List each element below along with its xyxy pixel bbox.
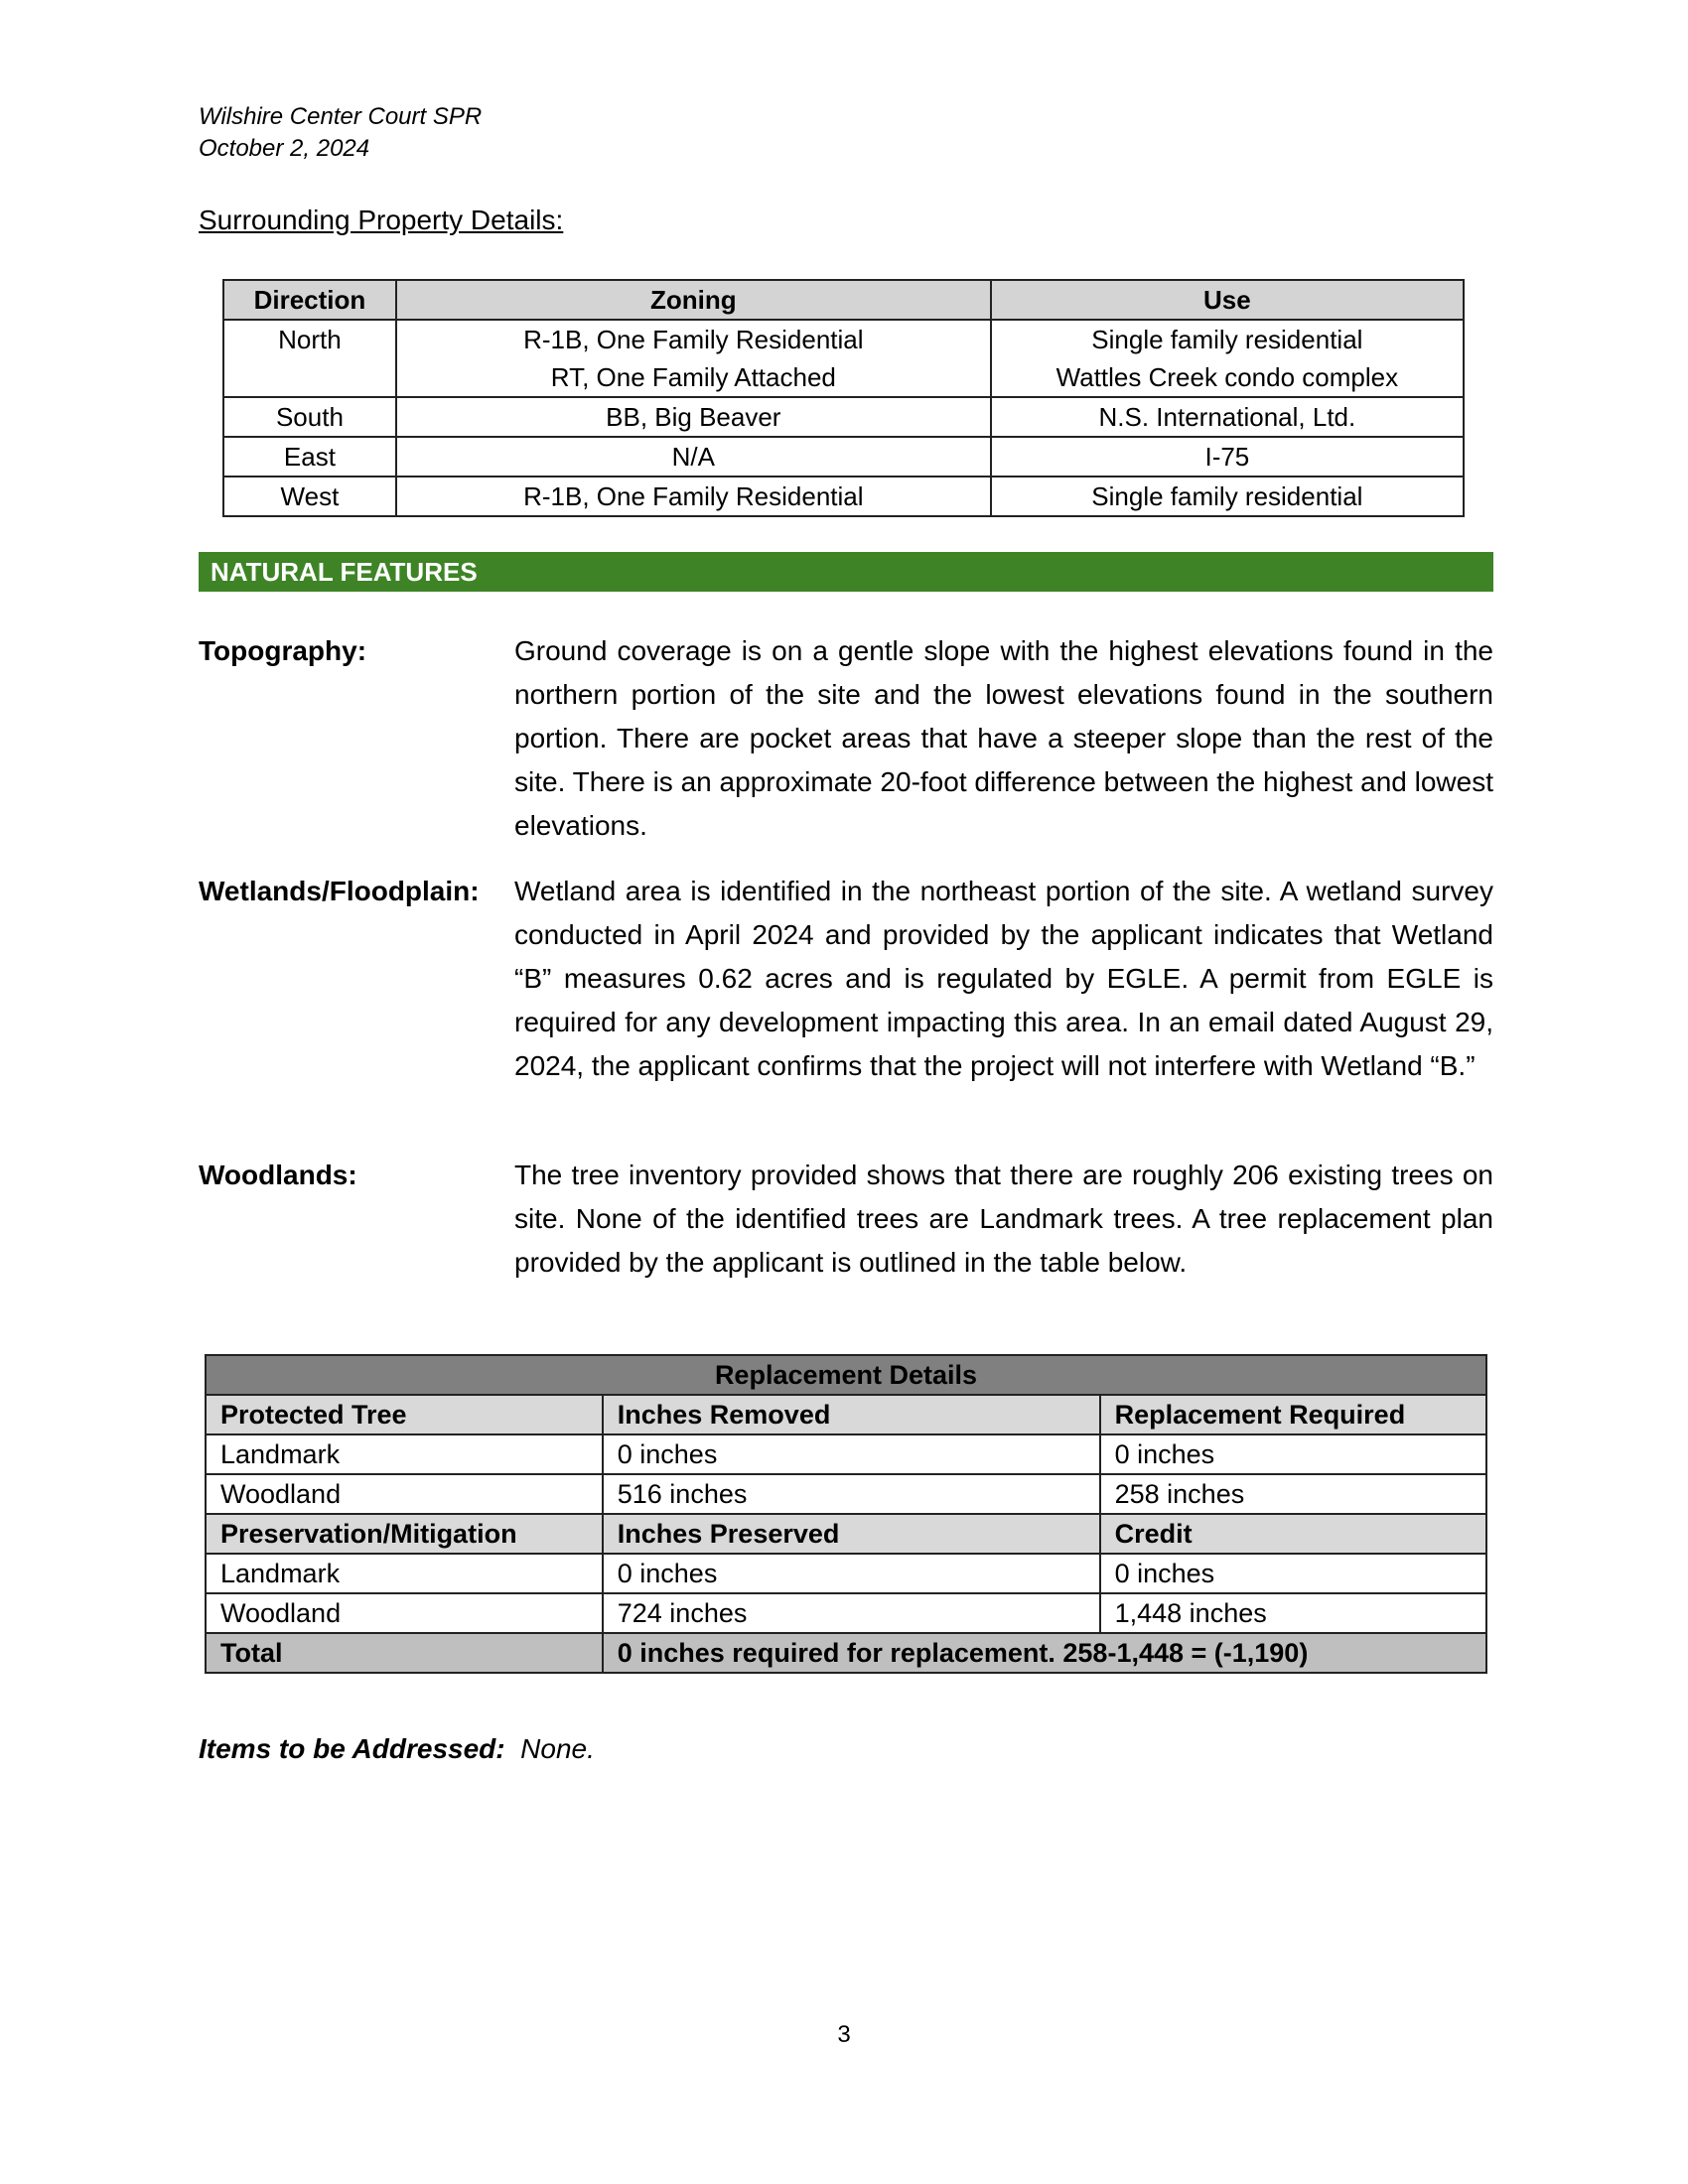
topography-text: Ground coverage is on a gentle slope with the highest elevations found in the northern portion of the site and the lowest elevations found in the southern portion. There are pocket areas that have a steeper slope than the rest of the site. There is an approximate 20-foot difference between the highest and lowest elevations. xyxy=(514,635,1493,841)
total-label: Total xyxy=(206,1633,603,1673)
use-line: Single family residential xyxy=(1091,325,1363,354)
table-row xyxy=(206,1434,1486,1474)
table-row xyxy=(223,397,1464,437)
table-cell: 724 inches xyxy=(603,1593,1100,1633)
replacement-table xyxy=(205,1354,1487,1674)
col-inches-preserved: Inches Preserved xyxy=(603,1514,1100,1554)
col-replacement-required: Replacement Required xyxy=(1100,1395,1486,1434)
table-cell: 0 inches xyxy=(603,1434,1100,1474)
col-preservation-mitigation: Preservation/Mitigation xyxy=(206,1514,603,1554)
table-cell: 0 inches xyxy=(1100,1434,1486,1474)
use-line: Wattles Creek condo complex xyxy=(1055,362,1399,392)
items-label: Items to be Addressed: xyxy=(199,1733,505,1764)
col-direction: Direction xyxy=(223,280,396,320)
zoning-cell: R-1B, One Family Residential xyxy=(396,477,991,516)
zoning-line: R-1B, One Family Residential xyxy=(523,325,864,354)
items-value: None. xyxy=(520,1733,595,1764)
zoning-cell: N/A xyxy=(396,437,991,477)
woodlands-text: The tree inventory provided shows that there are roughly 206 existing trees on site. None of the identified trees are Landmark trees. A tree replacement plan provided by the applicant is outlined in the table below. xyxy=(514,1160,1493,1278)
woodlands-label: Woodlands: xyxy=(199,1160,357,1190)
replacement-caption-row xyxy=(206,1355,1486,1395)
natural-features-heading: NATURAL FEATURES xyxy=(199,552,1493,592)
wetlands-text: Wetland area is identified in the northeast portion of the site. A wetland survey conducted in April 2024 and provided by the applicant indicates that Wetland “B” measures 0.62 acres and is regulated by EGLE. A permit from EGLE is required for any development impacting this area. In an email dated August 29, 2024, the applicant confirms that the project will not interfere with Wetland “B.” xyxy=(514,876,1493,1081)
table-row xyxy=(223,320,1464,397)
direction-cell: South xyxy=(223,397,396,437)
topography-label: Topography: xyxy=(199,635,367,666)
surrounding-header-row xyxy=(223,280,1464,320)
surrounding-table xyxy=(222,279,1465,517)
col-zoning: Zoning xyxy=(396,280,991,320)
table-cell: Landmark xyxy=(206,1434,603,1474)
total-row xyxy=(206,1633,1486,1673)
col-protected-tree: Protected Tree xyxy=(206,1395,603,1434)
col-use: Use xyxy=(991,280,1464,320)
table-cell: 0 inches xyxy=(603,1554,1100,1593)
wetlands-label: Wetlands/Floodplain: xyxy=(199,876,480,906)
header-project: Wilshire Center Court SPR xyxy=(199,103,483,130)
zoning-cell: BB, Big Beaver xyxy=(396,397,991,437)
table-row xyxy=(206,1554,1486,1593)
surrounding-title: Surrounding Property Details: xyxy=(199,205,564,235)
table-row xyxy=(206,1593,1486,1633)
total-value: 0 inches required for replacement. 258-1,448 = (-1,190) xyxy=(603,1633,1486,1673)
table-row xyxy=(223,477,1464,516)
table-cell: 1,448 inches xyxy=(1100,1593,1486,1633)
direction-cell: North xyxy=(223,320,396,397)
direction-cell: West xyxy=(223,477,396,516)
replacement-header-row xyxy=(206,1395,1486,1434)
table-cell: Landmark xyxy=(206,1554,603,1593)
table-cell: 258 inches xyxy=(1100,1474,1486,1514)
use-cell xyxy=(991,320,1464,397)
table-cell: Woodland xyxy=(206,1474,603,1514)
table-cell: 0 inches xyxy=(1100,1554,1486,1593)
page-number: 3 xyxy=(837,2021,851,2048)
use-cell: I-75 xyxy=(991,437,1464,477)
direction-cell: East xyxy=(223,437,396,477)
use-cell: Single family residential xyxy=(991,477,1464,516)
table-cell: Woodland xyxy=(206,1593,603,1633)
zoning-line: RT, One Family Attached xyxy=(550,362,836,392)
use-cell: N.S. International, Ltd. xyxy=(991,397,1464,437)
col-credit: Credit xyxy=(1100,1514,1486,1554)
replacement-caption: Replacement Details xyxy=(206,1355,1486,1395)
table-row xyxy=(223,437,1464,477)
header-date: October 2, 2024 xyxy=(199,135,370,162)
col-inches-removed: Inches Removed xyxy=(603,1395,1100,1434)
table-row xyxy=(206,1474,1486,1514)
preservation-header-row xyxy=(206,1514,1486,1554)
items-to-address xyxy=(199,1731,595,1767)
zoning-cell xyxy=(396,320,991,397)
table-cell: 516 inches xyxy=(603,1474,1100,1514)
